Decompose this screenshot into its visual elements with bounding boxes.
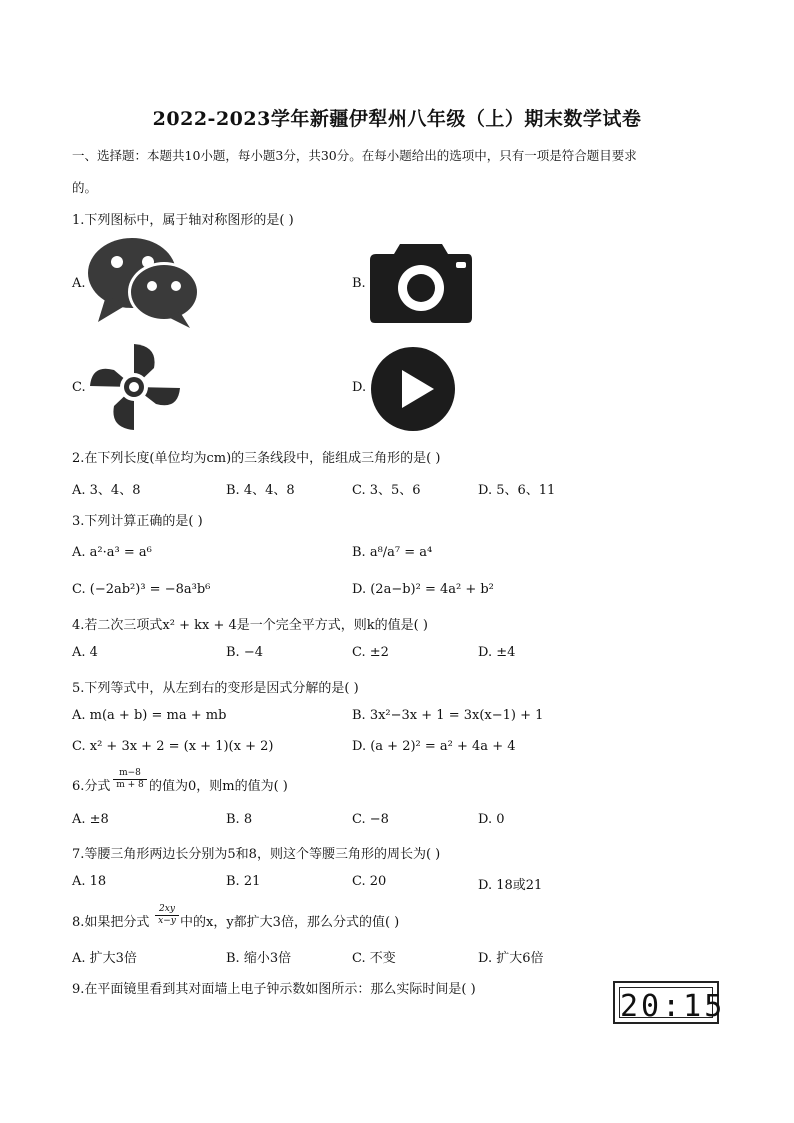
q1-option-b-label: B.	[352, 276, 366, 291]
q2-option-b: B. 4、4、8	[226, 483, 295, 498]
q3-option-c: C. (−2ab²)³ = −8a³b⁶	[72, 582, 211, 597]
q8-fraction	[155, 904, 179, 927]
question-6-stem-pre: 6.分式	[72, 779, 111, 794]
question-6-stem-post: 的值为0，则m的值为( )	[149, 779, 288, 794]
question-1-stem: 1.下列图标中，属于轴对称图形的是( )	[72, 213, 294, 228]
digital-clock-frame	[619, 987, 726, 1024]
q6-option-c: C. −8	[352, 812, 389, 827]
q7-option-c: C. 20	[352, 874, 387, 889]
question-8-stem-pre: 8.如果把分式	[72, 915, 150, 930]
fan-icon	[88, 342, 182, 432]
question-7-stem: 7.等腰三角形两边长分别为5和8，则这个等腰三角形的周长为( )	[72, 847, 441, 862]
q3-option-d: D. (2a−b)² = 4a² + b²	[352, 582, 494, 597]
play-icon	[370, 346, 456, 432]
question-2-stem: 2.在下列长度(单位均为cm)的三条线段中，能组成三角形的是( )	[72, 451, 441, 466]
q1-option-c-label: C.	[72, 380, 86, 395]
q4-option-a: A. 4	[72, 645, 98, 660]
q7-option-d: D. 18或21	[478, 878, 543, 893]
q1-option-d-label: D.	[352, 380, 367, 395]
question-5-stem: 5.下列等式中，从左到右的变形是因式分解的是( )	[72, 681, 359, 696]
q6-option-a: A. ±8	[72, 812, 109, 827]
q6-fraction-numerator: m−8	[113, 768, 147, 780]
q1-option-a-label: A.	[72, 276, 86, 291]
q5-option-a: A. m(a + b) = ma + mb	[72, 708, 227, 723]
q7-option-a: A. 18	[72, 874, 107, 889]
q6-fraction	[113, 768, 147, 791]
section-heading-line1: 一、选择题：本题共10小题，每小题3分，共30分。在每小题给出的选项中，只有一项是符合题目要求	[72, 148, 637, 163]
q2-option-c: C. 3、5、6	[352, 483, 421, 498]
question-9-stem: 9.在平面镜里看到其对面墙上电子钟示数如图所示：那么实际时间是( )	[72, 982, 476, 997]
q8-fraction-denominator: x−y	[158, 916, 176, 926]
q6-option-d: D. 0	[478, 812, 505, 827]
question-8-stem-post: 中的x，y都扩大3倍，那么分式的值( )	[180, 915, 400, 930]
q5-option-d: D. (a + 2)² = a² + 4a + 4	[352, 739, 516, 754]
q3-option-b: B. a⁸/a⁷ = a⁴	[352, 545, 433, 560]
q8-option-d: D. 扩大6倍	[478, 951, 544, 966]
q2-option-a: A. 3、4、8	[72, 483, 141, 498]
section-heading-line2: 的。	[72, 180, 98, 195]
q3-option-a: A. a²·a³ = a⁶	[72, 545, 152, 560]
wechat-icon	[86, 236, 202, 328]
q6-option-b: B. 8	[226, 812, 253, 827]
q8-fraction-numerator: 2xy	[155, 904, 179, 916]
q4-option-d: D. ±4	[478, 645, 516, 660]
page-title: 2022-2023学年新疆伊犁州八年级（上）期末数学试卷	[152, 108, 642, 130]
digital-clock-figure	[613, 981, 726, 1024]
q4-option-b: B. −4	[226, 645, 263, 660]
q5-option-c: C. x² + 3x + 2 = (x + 1)(x + 2)	[72, 739, 274, 754]
q8-option-a: A. 扩大3倍	[72, 951, 137, 966]
question-4-stem: 4.若二次三项式x² + kx + 4是一个完全平方式，则k的值是( )	[72, 618, 428, 633]
q8-option-b: B. 缩小3倍	[226, 951, 292, 966]
question-3-stem: 3.下列计算正确的是( )	[72, 514, 203, 529]
camera-icon	[368, 240, 474, 324]
q5-option-b: B. 3x²−3x + 1 = 3x(x−1) + 1	[352, 708, 544, 723]
digital-clock-display: 20:15	[620, 989, 726, 1024]
q6-fraction-denominator: m + 8	[116, 780, 144, 790]
q4-option-c: C. ±2	[352, 645, 389, 660]
q2-option-d: D. 5、6、11	[478, 483, 556, 498]
q8-option-c: C. 不变	[352, 951, 396, 966]
q7-option-b: B. 21	[226, 874, 261, 889]
